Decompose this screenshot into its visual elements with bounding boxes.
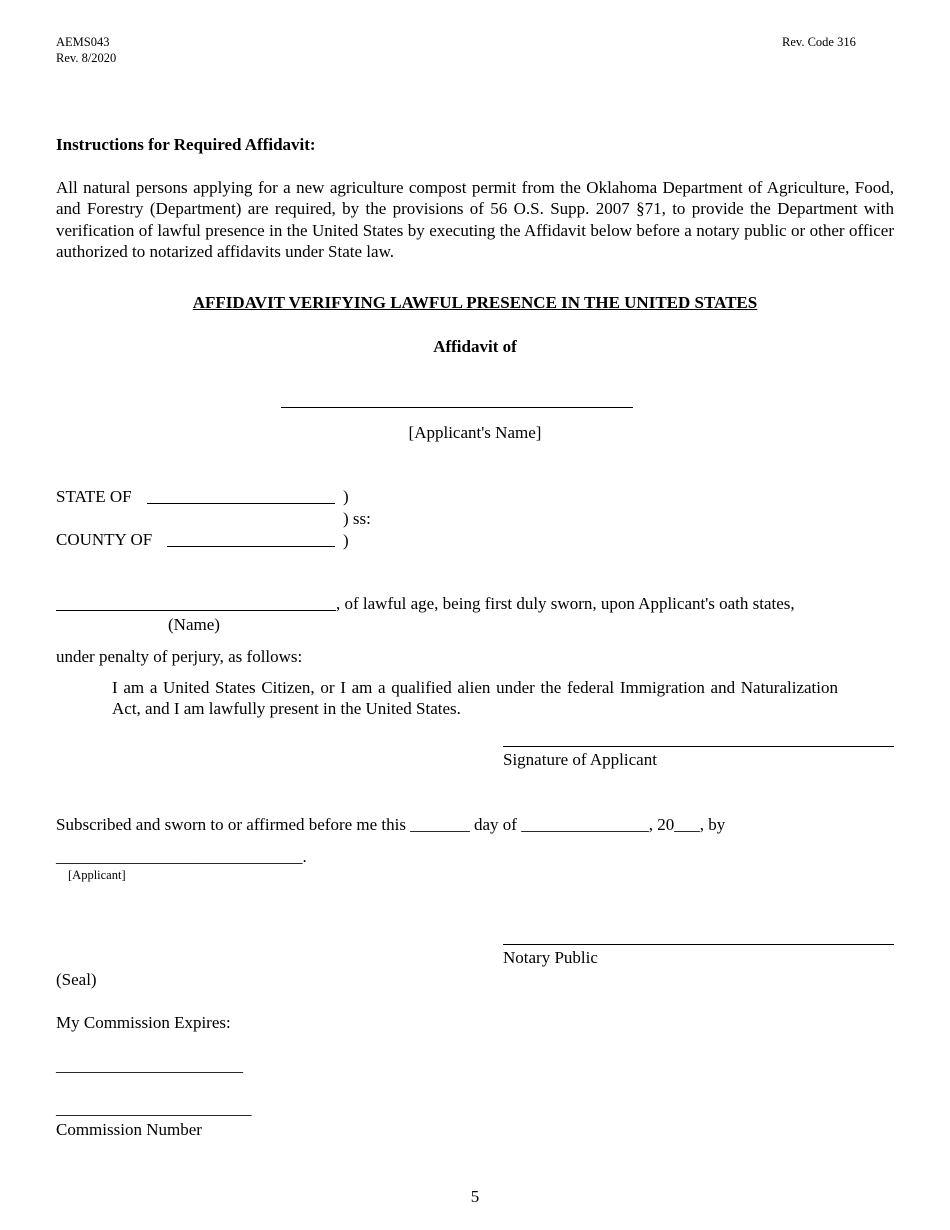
applicant-name-caption: [Applicant's Name] [408,423,542,442]
sworn-text: Subscribed and sworn to or affirmed before me this _______ day of _______________, 20___, by [56,815,726,834]
seal-label: (Seal) [56,970,97,989]
county-field[interactable] [167,546,335,547]
jurat-applicant-line[interactable]: _____________________________. [56,847,307,866]
affidavit-subtitle: Affidavit of [433,337,517,356]
commission-number-line[interactable]: _______________________ [56,1099,252,1118]
citizenship-statement: I am a United States Citizen, or I am a qualified alien under the federal Immigration and Naturalization Act, and I am lawfully present in the United States. [112,678,838,719]
instructions-paragraph: All natural persons applying for a new agriculture compost permit from the Oklahoma Department of Agriculture, Food, and Forestry (Department) are required, by the provisions of 56 O.S. Supp. 2007 §71, to provide the Department with verification of lawful presence in the United States by executing the Affidavit below before a notary public or other officer authorized to notarized affidavits under State law. [56,178,894,261]
state-label: STATE OF [56,487,132,506]
commission-expires-label: My Commission Expires: [56,1013,231,1032]
affidavit-title: AFFIDAVIT VERIFYING LAWFUL PRESENCE IN THE UNITED STATES [192,293,758,312]
applicant-signature-field[interactable] [503,746,894,747]
state-field[interactable] [147,503,335,504]
notary-caption: Notary Public [503,948,598,967]
paren-ss: ) ss: [343,509,371,528]
notary-signature-field[interactable] [503,944,894,945]
applicant-name-line[interactable] [281,407,633,408]
form-code: AEMS043 [56,35,110,49]
applicant-signature-caption: Signature of Applicant [503,750,657,769]
commission-expires-line[interactable]: ______________________ [56,1056,243,1075]
penalty-text: under penalty of perjury, as follows: [56,647,303,666]
oath-line-text: , of lawful age, being first duly sworn, upon Applicant's oath states, [336,594,795,613]
jurat-applicant-caption: [Applicant] [68,868,126,882]
rev-code: Rev. Code 316 [782,35,856,49]
county-label: COUNTY OF [56,530,153,549]
form-revision: Rev. 8/2020 [56,51,117,65]
oath-name-field[interactable] [56,610,336,611]
paren-bottom: ) [343,531,349,550]
instructions-heading: Instructions for Required Affidavit: [56,135,316,154]
paren-top: ) [343,487,349,506]
oath-name-caption: (Name) [168,615,220,634]
commission-number-label: Commission Number [56,1120,202,1139]
page-number: 5 [470,1187,480,1206]
